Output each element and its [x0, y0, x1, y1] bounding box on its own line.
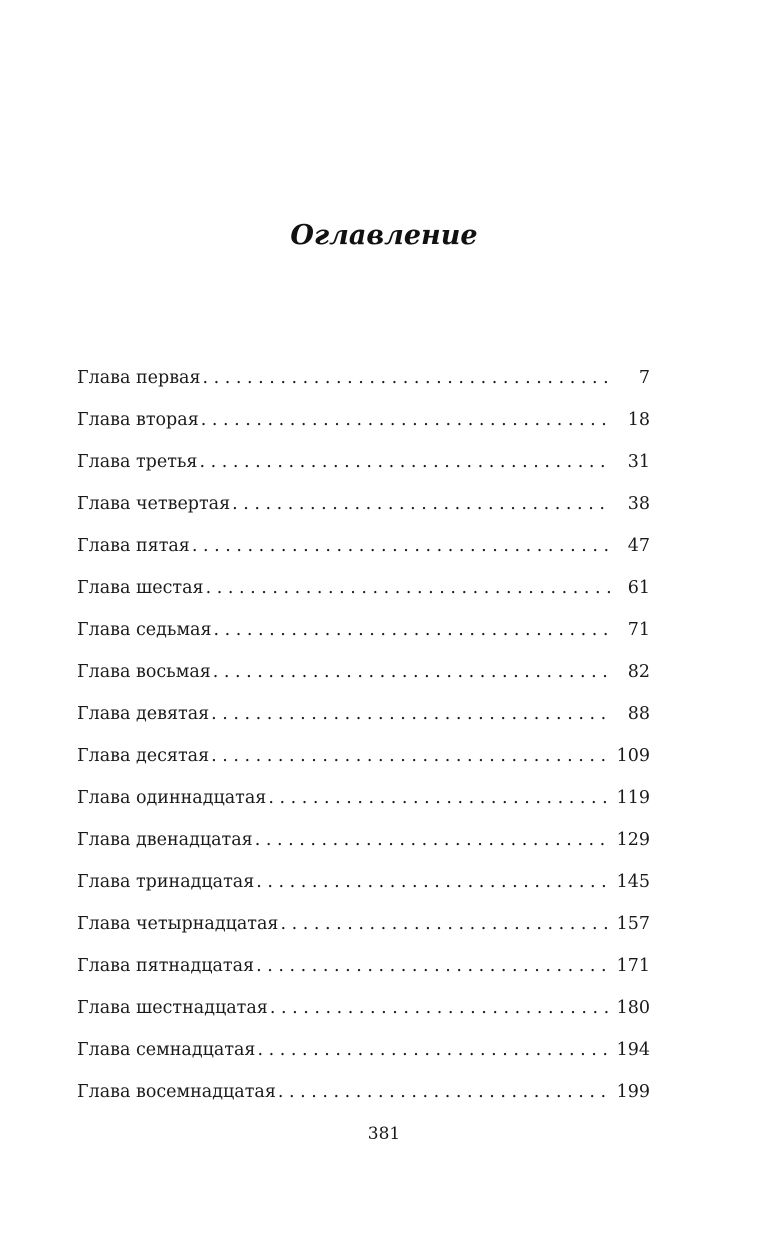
toc-entry [77, 786, 650, 828]
dot-leader [211, 744, 610, 768]
dot-leader [270, 996, 610, 1020]
page-number: 381 [367, 1124, 401, 1144]
toc-entry [77, 912, 650, 954]
toc-entry [77, 576, 650, 618]
toc-entry [77, 366, 650, 408]
toc-entry-page: 145 [616, 872, 650, 892]
toc-entry [77, 744, 650, 786]
dot-leader [256, 870, 610, 894]
dot-leader [255, 828, 610, 852]
toc-entry [77, 828, 650, 870]
toc-entry-page: 88 [627, 704, 650, 724]
toc-entry-label: Глава первая [77, 368, 201, 388]
toc-entry [77, 870, 650, 912]
toc-entry-page: 7 [638, 368, 650, 388]
toc-entry-page: 61 [627, 578, 650, 598]
toc-entry-page: 31 [627, 452, 650, 472]
dot-leader [201, 408, 610, 432]
toc-entry-label: Глава пятая [77, 536, 190, 556]
toc-entry [77, 1038, 650, 1080]
dot-leader [211, 702, 610, 726]
toc-entry-label: Глава восьмая [77, 662, 211, 682]
toc-entry [77, 996, 650, 1038]
dot-leader [232, 492, 610, 516]
toc-entry-page: 171 [616, 956, 650, 976]
toc-entry-label: Глава вторая [77, 410, 199, 430]
dot-leader [257, 1038, 610, 1062]
toc-entry-label: Глава семнадцатая [77, 1040, 256, 1060]
toc-entry-label: Глава седьмая [77, 620, 212, 640]
toc-entry-label: Глава восемнадцатая [77, 1082, 276, 1102]
toc-entry [77, 408, 650, 450]
toc-entry-page: 109 [616, 746, 650, 766]
toc-entry-label: Глава девятая [77, 704, 210, 724]
toc-entry [77, 702, 650, 744]
toc-entry-page: 38 [627, 494, 650, 514]
dot-leader [192, 534, 610, 558]
toc-entry-page: 18 [627, 410, 650, 430]
toc-entry-page: 194 [616, 1040, 650, 1060]
toc-entry [77, 450, 650, 492]
toc-entry-label: Глава двенадцатая [77, 830, 253, 850]
toc-entry-label: Глава пятнадцатая [77, 956, 255, 976]
toc-entry [77, 1080, 650, 1122]
dot-leader [278, 1080, 610, 1104]
dot-leader [213, 660, 610, 684]
dot-leader [214, 618, 610, 642]
toc-entry [77, 618, 650, 660]
toc-entry-page: 157 [616, 914, 650, 934]
toc-entry-label: Глава десятая [77, 746, 210, 766]
dot-leader [280, 912, 610, 936]
toc-entry [77, 954, 650, 996]
toc-entry-label: Глава четырнадцатая [77, 914, 279, 934]
toc-entry-label: Глава четвертая [77, 494, 231, 514]
toc-entry-label: Глава тринадцатая [77, 872, 255, 892]
dot-leader [206, 576, 610, 600]
toc-entry [77, 534, 650, 576]
toc-entry-page: 82 [627, 662, 650, 682]
toc-entry-page: 180 [616, 998, 650, 1018]
page-title: Оглавление [290, 220, 478, 251]
toc-entry-label: Глава шестнадцатая [77, 998, 268, 1018]
toc-entry-page: 47 [627, 536, 650, 556]
toc-entry-label: Глава одиннадцатая [77, 788, 267, 808]
toc-entry-label: Глава шестая [77, 578, 204, 598]
dot-leader [256, 954, 610, 978]
dot-leader [268, 786, 610, 810]
toc-entry [77, 492, 650, 534]
toc-entry-page: 71 [627, 620, 650, 640]
toc-entry-page: 199 [616, 1082, 650, 1102]
toc-entry-page: 129 [616, 830, 650, 850]
dot-leader [203, 366, 610, 390]
dot-leader [199, 450, 610, 474]
toc-entry-page: 119 [616, 788, 650, 808]
toc-entry [77, 660, 650, 702]
toc-entry-label: Глава третья [77, 452, 198, 472]
table-of-contents [77, 366, 650, 1122]
